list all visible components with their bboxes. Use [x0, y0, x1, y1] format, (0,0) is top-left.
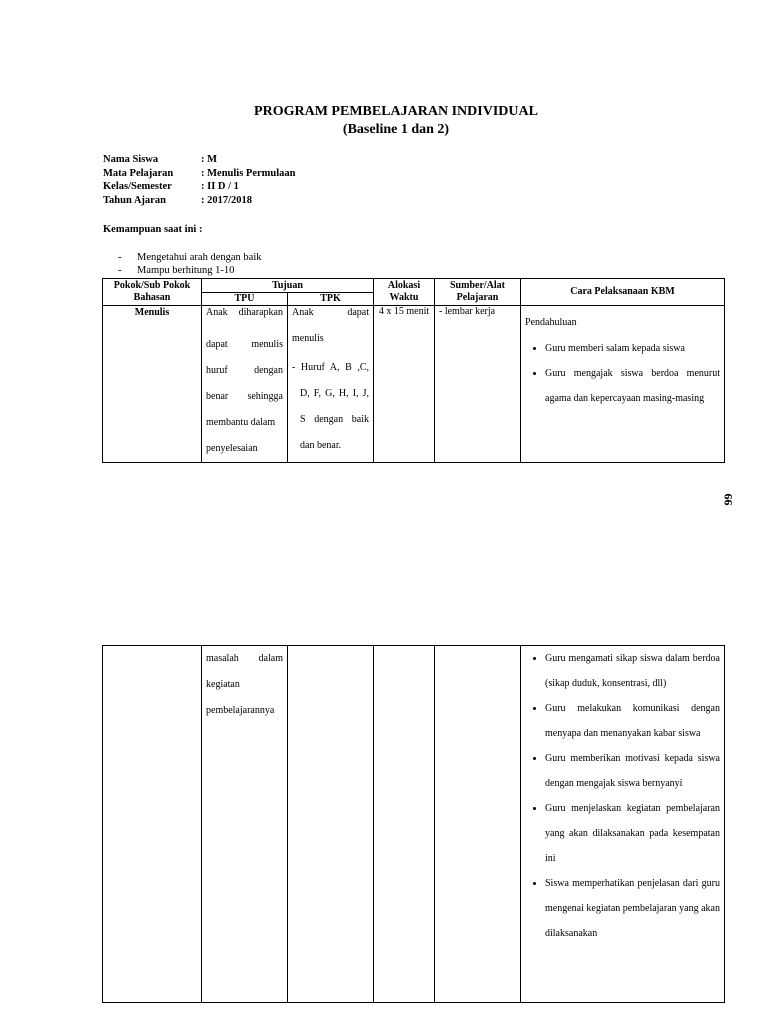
page-number: 66 — [721, 493, 736, 506]
kbm-item: • Guru memberi salam kepada siswa — [545, 336, 720, 361]
kemampuan-list — [118, 251, 262, 277]
info-row — [103, 153, 296, 167]
alokasi-cell: 4 x 15 menit — [374, 306, 435, 463]
header-tpu: TPU — [202, 293, 288, 306]
kbm-item: • Siswa memperhatikan penjelasan dari guru mengenai kegiatan pembelajaran yang akan dilaksanakan — [545, 871, 720, 946]
header-tujuan: Tujuan — [202, 279, 374, 293]
tpk-cell: Anak dapat menulis - Huruf A, B ,C, D, F, G, H, I, J, S dengan baik dan benar. — [288, 306, 374, 463]
header-kbm: Cara Pelaksanaan KBM — [521, 279, 725, 306]
student-info — [103, 153, 296, 207]
alokasi-cell — [374, 646, 435, 1003]
tpu-cell: Anak diharapkan dapat menulis huruf dengan benar sehingga membantu dalam penyelesaian — [202, 306, 288, 463]
kbm-cell — [521, 306, 725, 463]
header-tpk: TPK — [288, 293, 374, 306]
kbm-item: • Guru melakukan komunikasi dengan menyapa dan menanyakan kabar siswa — [545, 696, 720, 746]
tpk-cell — [288, 646, 374, 1003]
sumber-cell: - lembar kerja — [435, 306, 521, 463]
kbm-cell — [521, 646, 725, 1003]
kbm-table-part1 — [102, 278, 725, 463]
kbm-item: • Guru menjelaskan kegiatan pembelajaran yang akan dilaksanakan pada kesempatan ini — [545, 796, 720, 871]
info-value: : II D / 1 — [201, 181, 239, 192]
kbm-table-part2 — [102, 645, 725, 1003]
info-label: Kelas/Semester — [103, 181, 172, 192]
info-value: : Menulis Permulaan — [201, 167, 296, 179]
info-row — [103, 180, 296, 194]
info-row — [103, 167, 296, 181]
document-subtitle: (Baseline 1 dan 2) — [342, 122, 450, 137]
kbm-item: • Guru mengajak siswa berdoa menurut agama dan kepercayaan masing-masing — [545, 361, 720, 411]
pokok-cell — [103, 646, 202, 1003]
pokok-cell: Menulis — [103, 306, 202, 463]
tpu-cell: masalah dalam kegiatan pembelajarannya — [202, 646, 288, 1003]
kbm-heading: Pendahuluan — [525, 317, 577, 328]
info-row — [103, 194, 296, 208]
header-pokok: Pokok/Sub Pokok Bahasan — [103, 279, 202, 306]
info-value: : 2017/2018 — [201, 194, 253, 206]
kemampuan-heading: Kemampuan saat ini : — [103, 224, 203, 235]
header-alokasi: Alokasi Waktu — [374, 279, 435, 306]
info-label: Nama Siswa — [103, 154, 159, 165]
kbm-item: • Guru mengamati sikap siswa dalam berdoa (sikap duduk, konsentrasi, dll) — [545, 646, 720, 696]
list-item: - Mampu berhitung 1-10 — [118, 265, 235, 276]
info-label: Tahun Ajaran — [103, 194, 166, 206]
info-value: : M — [201, 154, 218, 165]
sumber-cell — [435, 646, 521, 1003]
document-title: PROGRAM PEMBELAJARAN INDIVIDUAL — [254, 104, 538, 119]
header-sumber: Sumber/Alat Pelajaran — [435, 279, 521, 306]
list-item: - Mengetahui arah dengan baik — [118, 252, 262, 263]
info-label: Mata Pelajaran — [103, 167, 174, 179]
kbm-item: • Guru memberikan motivasi kepada siswa dengan mengajak siswa bernyanyi — [545, 746, 720, 796]
